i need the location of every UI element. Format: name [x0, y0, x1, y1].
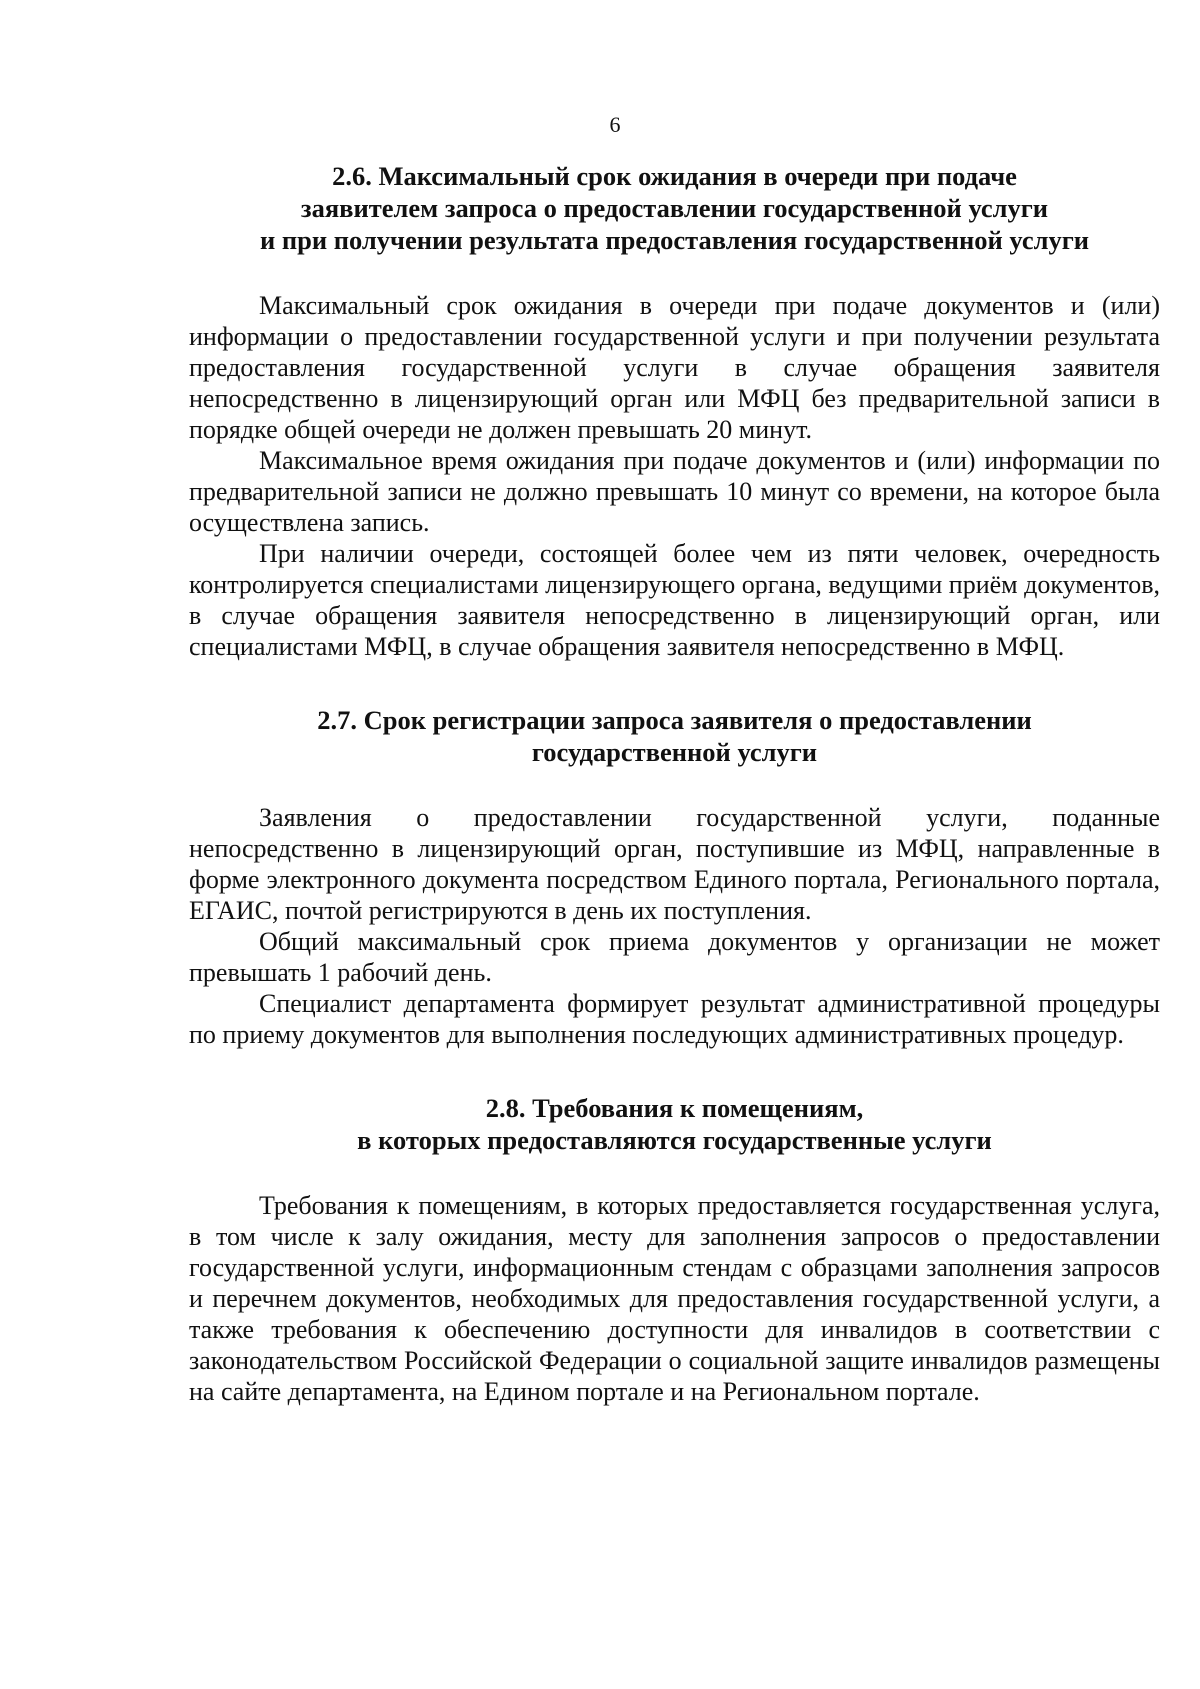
section-2-6: [189, 160, 1160, 662]
document-body: [189, 160, 1160, 1407]
paragraph: Максимальный срок ожидания в очереди при подаче документов и (или) информации о предоставлении государственной услуги и при получении результата предоставления государственной услуги в случае обращения заявителя непосредственно в лицензирующий орган или МФЦ без предварительной записи в порядке общей очереди не должен превышать 20 минут.: [189, 291, 1160, 444]
paragraph: Заявления о предоставлении государственной услуги, поданные непосредственно в лицензирующий орган, поступившие из МФЦ, направленные в форме электронного документа посредством Единого портала, Регионального портала, ЕГАИС, почтой регистрируются в день их поступления.: [189, 803, 1160, 925]
paragraph: Специалист департамента формирует результат административной процедуры по приему документов для выполнения последующих административных процедур.: [189, 989, 1160, 1049]
section-2-8: [189, 1092, 1160, 1407]
paragraph: При наличии очереди, состоящей более чем из пяти человек, очередность контролируется специалистами лицензирующего органа, ведущими приём документов, в случае обращения заявителя непосредственно в лицензирующий орган, или специалистами МФЦ, в случае обращения заявителя непосредственно в МФЦ.: [189, 539, 1160, 661]
paragraph: Максимальное время ожидания при подаче документов и (или) информации по предварительной записи не должно превышать 10 минут со времени, на которое была осуществлена запись.: [189, 446, 1160, 537]
section-2-7: [189, 704, 1160, 1050]
heading-line: в которых предоставляются государственные услуги: [357, 1125, 992, 1155]
page-number: 6: [609, 112, 621, 137]
heading-line: 2.6. Максимальный срок ожидания в очереди при подаче: [332, 161, 1017, 191]
heading-line: заявителем запроса о предоставлении государственной услуги: [300, 193, 1049, 223]
heading-line: и при получении результата предоставления государственной услуги: [259, 225, 1090, 255]
paragraph: Общий максимальный срок приема документов у организации не может превышать 1 рабочий день.: [189, 927, 1160, 987]
heading-line: 2.7. Срок регистрации запроса заявителя о предоставлении: [317, 705, 1032, 735]
heading-line: 2.8. Требования к помещениям,: [485, 1093, 864, 1123]
section-heading: [189, 1092, 1160, 1156]
paragraph: Требования к помещениям, в которых предоставляется государственная услуга, в том числе к залу ожидания, месту для заполнения запросов о предоставлении государственной услуги, информационным стендам с образцами заполнения запросов и перечнем документов, необходимых для предоставления государственной услуги, а также требования к обеспечению доступности для инвалидов в соответствии с законодательством Российской Федерации о социальной защите инвалидов размещены на сайте департамента, на Едином портале и на Региональном портале.: [189, 1191, 1160, 1406]
section-heading: [189, 704, 1160, 768]
heading-line: государственной услуги: [531, 737, 818, 767]
section-heading: [189, 160, 1160, 256]
